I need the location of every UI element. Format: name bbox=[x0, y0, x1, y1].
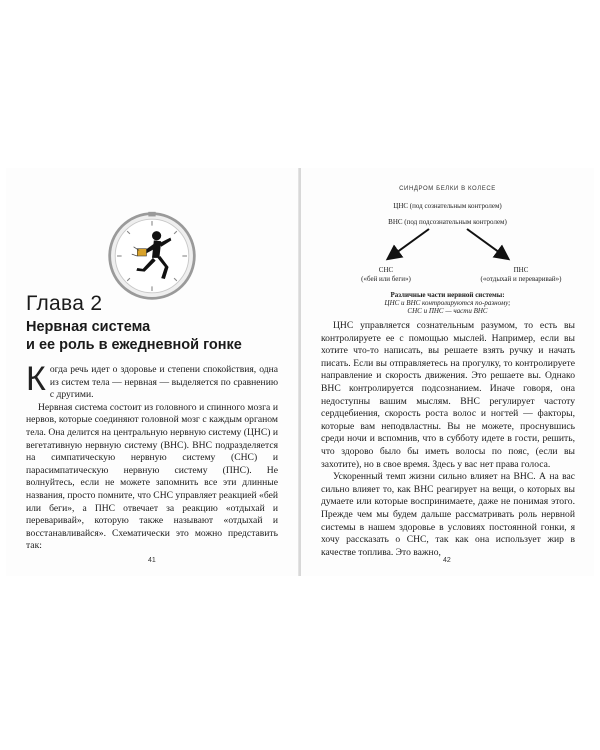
opening-paragraph-text: огда речь идет о здоровье и степени спокойствия, одна из систем тела — нервная — выделяется по сравнению с другими. bbox=[49, 364, 278, 401]
nervous-system-diagram bbox=[301, 198, 594, 313]
running-woman-clock-illustration bbox=[106, 210, 198, 302]
diagram-pns-label: ПНС bbox=[513, 266, 529, 274]
diagram-ans-label: ВНС (под подсознательным контролем) bbox=[388, 218, 507, 226]
paragraph: Ускоренный темп жизни сильно влияет на ВНС. А на вас сильно влияет то, как ВНС реагирует на вещи, о которых вы думаете или которые воспринимаете, даже не понимая этого. Прежде чем мы будем дальше рассматривать роль нервной системы в нашем здоровье в условиях постоянной гонки, я хочу рассказать о СНС, так как она использует жир в качестве топлива. Это важно, bbox=[321, 471, 575, 558]
chapter-title bbox=[26, 318, 286, 354]
chapter-title-line: и ее роль в ежедневной гонке bbox=[26, 337, 242, 353]
diagram-caption-line: ЦНС и ВНС контролируются по-разному; bbox=[384, 299, 511, 307]
page-number: 41 bbox=[148, 557, 156, 564]
opening-paragraph bbox=[26, 360, 278, 402]
running-head: СИНДРОМ БЕЛКИ В КОЛЕСЕ bbox=[399, 186, 496, 192]
chapter-title-line: Нервная система bbox=[26, 319, 151, 335]
paragraph: Нервная система состоит из головного и спинного мозга и нервов, которые соединяют головной мозг с каждым органом тела. Она делится на центральную нервную систему (ЦНС) и вегетативную нервную систему (ВНС). ВНС подразделяется на симпатическую нервную систему (СНС) и парасимпатическую нервную систему (ПНС). Не волнуйтесь, если не можете запомнить все эти длинные названия, просто помните, что СНС управляет реакцией «бей или беги», а ПНС отвечает за реакцию «отдыхай и переваривай», которую также называют «отдыхай и восстанавливайся». Схематически это можно представить так: bbox=[26, 401, 278, 552]
diagram-sns-label: СНС bbox=[378, 266, 394, 274]
left-body-text bbox=[26, 360, 278, 553]
drop-cap: К bbox=[26, 360, 46, 398]
diagram-caption-line: СНС и ПНС — части ВНС bbox=[407, 307, 488, 315]
right-page bbox=[301, 168, 594, 576]
paragraph: ЦНС управляется сознательным разумом, то есть вы контролируете ее с помощью мыслей. Например, если вы хотите что-то написать, вы решаете взять ручку и начать писать. Если вы отправляетесь на прогулку, то контролируете направление и скорость движения. Это решаете вы. Однако ВНС контролируется подсознанием. Иначе говоря, она недоступны вашим мыслям. ВНС регулирует частоту сердцебиения, скорость роста волос и ногтей — факторы, которые вам неподвластны. Вы не можете, проснувшись среди ночи и вспомнив, что в субботу идете в гости, решить, что здорово было бы иметь волосы по пояс, (если вы захотите), но в свое время. Здесь у вас нет права голоса. bbox=[321, 320, 575, 470]
page-number: 42 bbox=[443, 557, 451, 564]
chapter-number: Глава 2 bbox=[26, 292, 103, 315]
diagram-pns-subtitle: («отдыхай и переваривай») bbox=[480, 275, 562, 283]
right-body-text bbox=[321, 320, 575, 559]
diagram-caption-title: Различные части нервной системы: bbox=[390, 291, 505, 299]
diagram-sns-subtitle: («бей или беги») bbox=[361, 275, 411, 283]
arrow-to-pns bbox=[467, 229, 507, 258]
left-page bbox=[6, 168, 299, 576]
book-spread bbox=[6, 168, 594, 576]
arrow-to-sns bbox=[389, 229, 429, 258]
diagram-cns-label: ЦНС (под сознательным контролем) bbox=[393, 202, 502, 210]
